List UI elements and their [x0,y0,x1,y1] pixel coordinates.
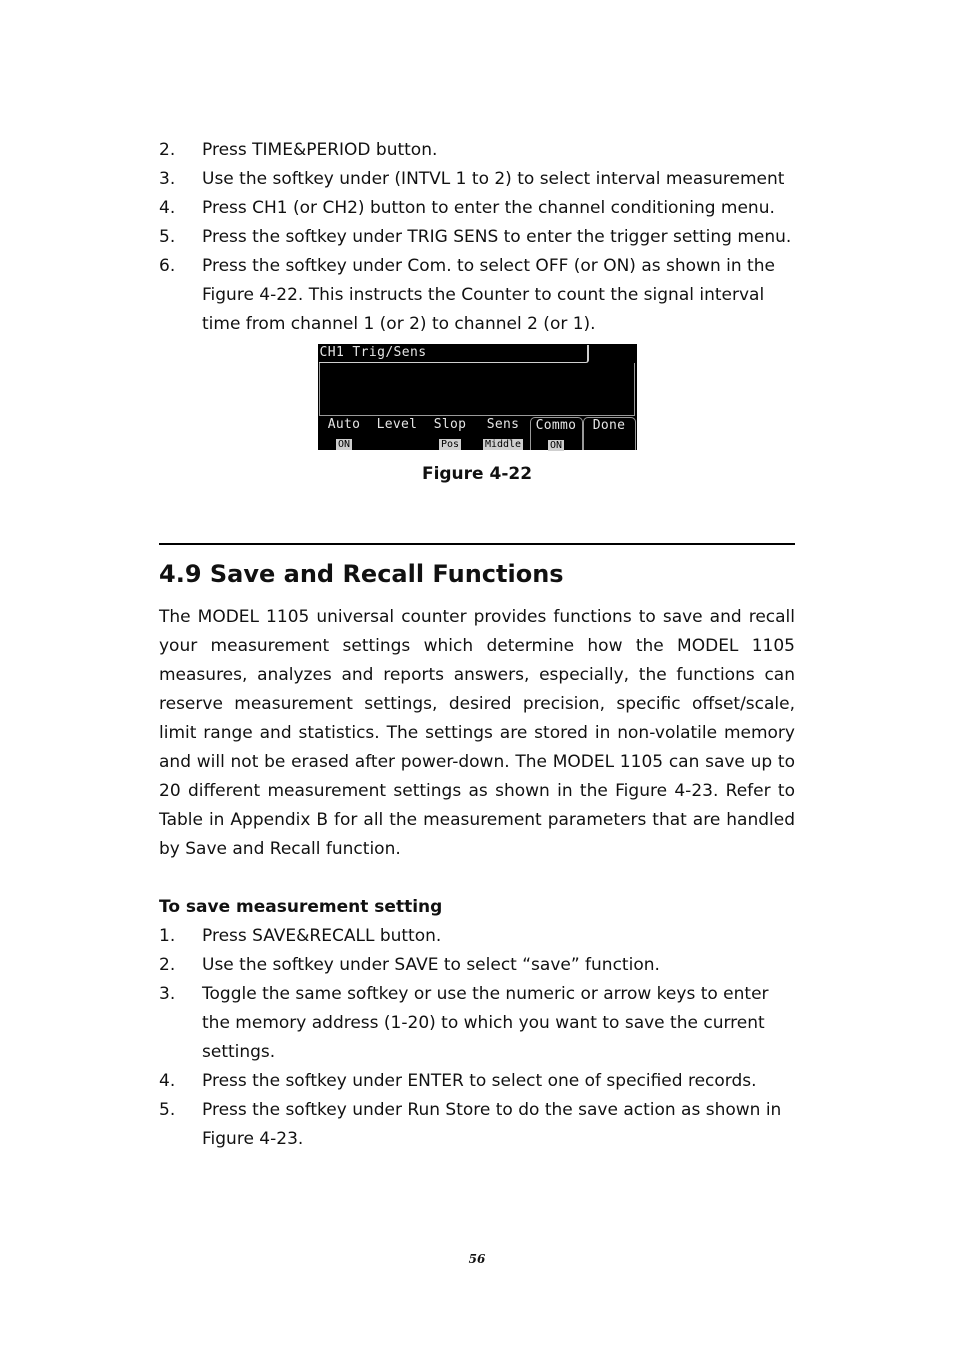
softkey-value: ON [549,440,563,451]
steps-list-save [159,922,795,1154]
list-item [159,980,795,1067]
step-text: Use the softkey under SAVE to select “save” function. [202,955,660,975]
step-text: Press the softkey under ENTER to select one of specified records. [202,1071,757,1091]
step-number: 5. [159,227,176,247]
softkey-value: Middle [484,439,522,450]
step-number: 3. [159,984,176,1004]
softkey-auto [318,417,371,450]
step-text: Use the softkey under (INTVL 1 to 2) to select interval measurement [202,169,785,189]
softkey-slop [424,417,477,450]
subheading: To save measurement setting [159,897,443,917]
screen-display-area [319,363,635,416]
softkey-label: Sens [486,417,520,432]
step-text: Press the softkey under Run Store to do the save action as shown in Figure 4-23. [202,1100,782,1149]
step-number: 1. [159,926,176,946]
section-paragraph: The MODEL 1105 universal counter provides functions to save and recall your measurement settings which determine how the MODEL 1105 measures, analyzes and reports answers, especially, the functions can reserve measurement settings, desired precision, specific offset/scale, limit range and statistics. The settings are stored in non-volatile memory and will not be erased after power-down. The MODEL 1105 can save up to 20 different measurement settings as shown in the Figure 4-23. Refer to Table in Appendix B for all the measurement parameters that are handled by Save and Recall function. [159,607,795,859]
list-item [159,136,795,165]
step-text: Press TIME&PERIOD button. [202,140,438,160]
step-number: 6. [159,256,176,276]
list-item [159,1067,795,1096]
screen-title-box [319,345,589,363]
section-heading: 4.9 Save and Recall Functions [159,560,564,588]
step-number: 4. [159,1071,176,1091]
softkey-label: Level [376,417,418,432]
softkey-level [371,417,424,450]
softkey-bar [318,417,637,450]
step-text: Press the softkey under Com. to select OFF (or ON) as shown in the Figure 4-22. This instructs the Counter to count the signal interval time from channel 1 (or 2) to channel 2 (or 1). [202,256,775,334]
list-item [159,951,795,980]
step-number: 2. [159,955,176,975]
screen-title: CH1 Trig/Sens [319,345,427,360]
figure-4-22 [159,344,795,485]
list-item [159,252,795,339]
step-number: 3. [159,169,176,189]
step-text: Press SAVE&RECALL button. [202,926,442,946]
step-number: 5. [159,1100,176,1120]
softkey-value: ON [337,439,351,450]
figure-caption: Figure 4-22 [421,464,533,484]
softkey-value: Pos [440,439,460,450]
step-text: Press the softkey under TRIG SENS to enter the trigger setting menu. [202,227,792,247]
softkey-label: Slop [433,417,467,432]
section-divider [159,543,795,545]
list-item [159,165,795,194]
softkey-label: Auto [327,417,361,432]
softkey-label: Commo [535,418,577,433]
softkey-common [530,417,583,450]
steps-list-top [159,136,795,339]
page-content [159,136,795,1154]
page-number: 56 [468,1252,486,1266]
list-item [159,223,795,252]
softkey-sens [477,417,530,450]
step-text: Toggle the same softkey or use the numeric or arrow keys to enter the memory address (1-20) to which you want to save the current settings. [202,984,769,1062]
list-item [159,194,795,223]
softkey-done [583,417,636,450]
list-item [159,1096,795,1154]
step-number: 2. [159,140,176,160]
step-text: Press CH1 (or CH2) button to enter the channel conditioning menu. [202,198,775,218]
list-item [159,922,795,951]
instrument-screen [318,344,637,450]
step-number: 4. [159,198,176,218]
softkey-label: Done [592,418,626,433]
